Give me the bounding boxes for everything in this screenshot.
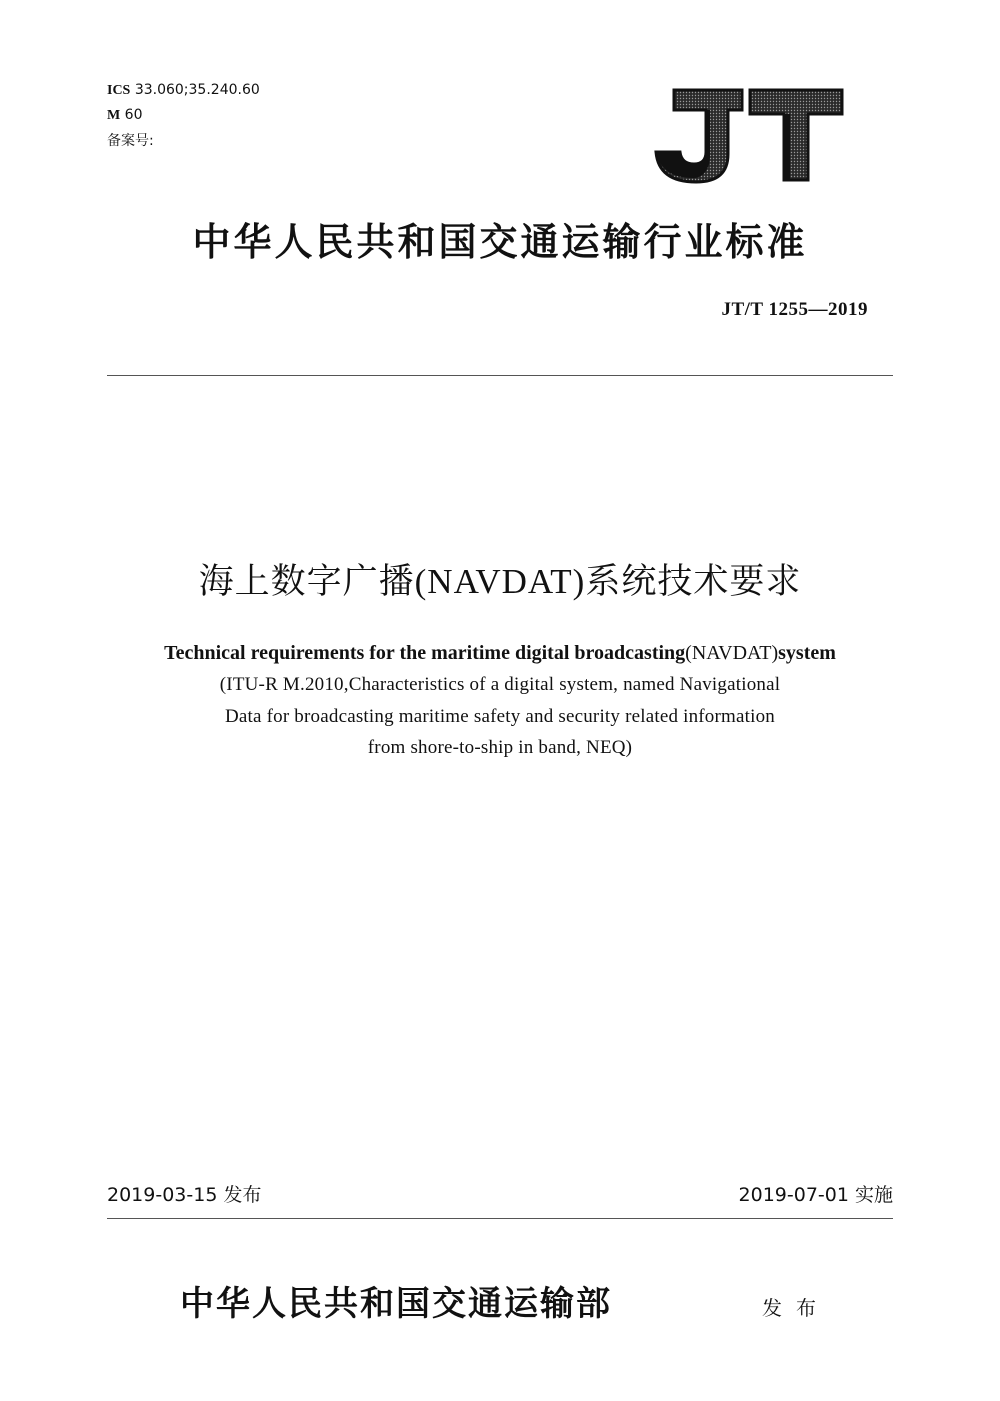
ics-line	[107, 82, 260, 99]
issuing-authority: 中华人民共和国交通运输部	[180, 1284, 612, 1324]
issue-label: 发布	[762, 1296, 830, 1320]
english-title-end: system	[778, 642, 836, 664]
record-number: 备案号:	[107, 133, 154, 149]
english-subtitle-line-1: (ITU-R M.2010,Characteristics of a digital system, named Navigational	[219, 674, 781, 695]
english-title	[0, 640, 1000, 666]
jt-logo-letters	[656, 90, 842, 182]
english-subtitle-line-3: from shore-to-ship in band, NEQ)	[367, 737, 633, 758]
chinese-title-latin: (NAVDAT)	[414, 562, 586, 601]
ics-value: 33.060;35.240.60	[134, 82, 260, 98]
ics-label: ICS	[107, 83, 131, 98]
ccs-line	[107, 107, 143, 124]
english-title-main: Technical requirements for the maritime digital broadcasting	[164, 642, 686, 664]
standard-category-title: 中华人民共和国交通运输行业标准	[192, 219, 808, 264]
top-divider	[107, 375, 893, 376]
ccs-value: 60	[124, 107, 143, 123]
chinese-title-part2: 系统技术要求	[585, 562, 802, 602]
ccs-label: M	[107, 108, 121, 123]
english-subtitle-line-2: Data for broadcasting maritime safety and security related information	[224, 706, 776, 727]
publish-date: 2019-03-15 发布	[107, 1184, 262, 1206]
jt-logo	[652, 88, 846, 184]
chinese-title	[0, 558, 1000, 606]
english-title-paren: (NAVDAT)	[685, 642, 779, 664]
implement-date: 2019-07-01 实施	[738, 1184, 893, 1206]
standard-code: JT/T 1255—2019	[721, 299, 868, 320]
chinese-title-part1: 海上数字广播	[198, 562, 415, 602]
bottom-divider	[107, 1218, 893, 1219]
